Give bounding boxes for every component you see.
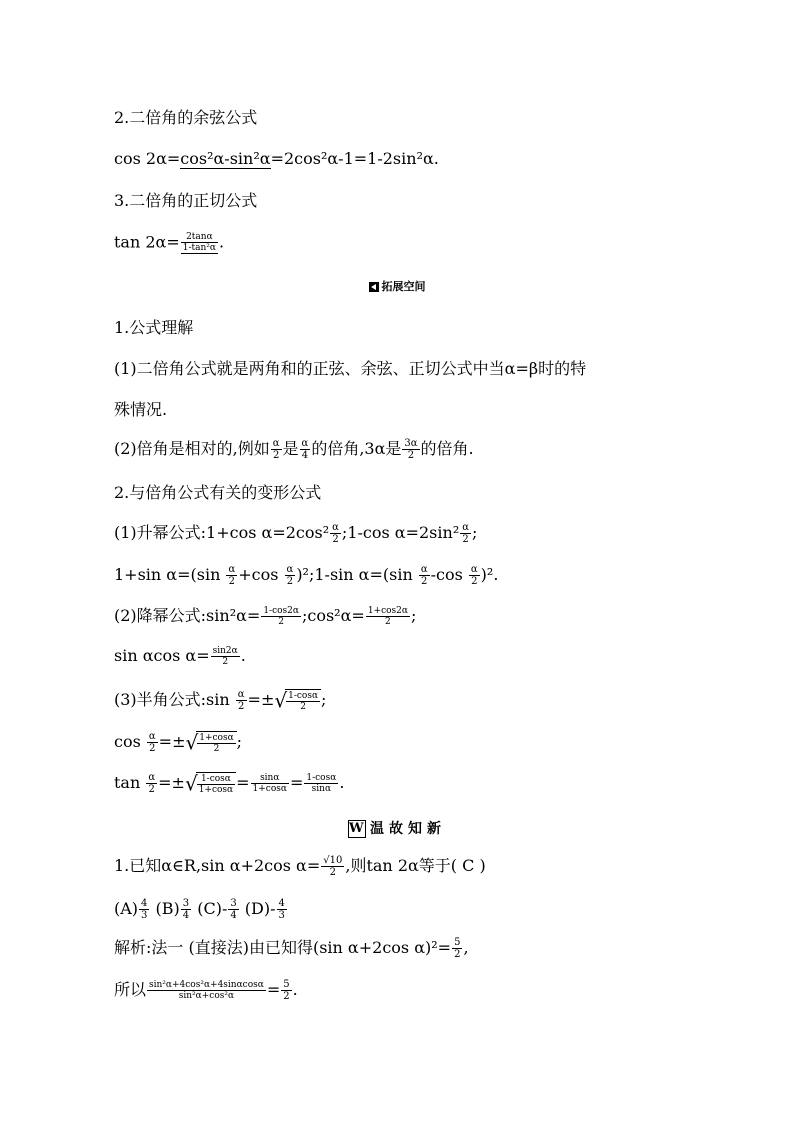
fraction: $\frac{4}{3}$ [278, 898, 285, 921]
p1-b: (2)倍角是相对的,例如 $\frac{\alpha}{2}$ 是 $\frac{\alpha}{4}$ 的倍角,3α是 $\frac{3\alpha}{2}$ 的倍角. [114, 438, 474, 461]
q1-options: (A) $\frac{4}{3}$ (B) $\frac{3}{4}$ (C)- $\frac{3}{4}$ (D)- $\frac{4}{3}$ [114, 898, 285, 921]
p2-line3: (2)降幂公式:sin²α= $\frac{1-\cos 2\alpha}{2}$ ;cos²α= $\frac{1+\cos 2\alpha}{2}$ ; [114, 606, 417, 627]
fraction: $\frac{\alpha}{2}$ [462, 522, 469, 545]
fraction: $\frac{\alpha}{2}$ [237, 689, 245, 712]
square-root: √ $\frac{1+\cos\alpha}{2}$ [185, 731, 236, 754]
cos-double-angle-formula: cos 2α=cos²α-sin²α=2cos²α-1=1-2sin²α. [114, 149, 439, 168]
fraction: $\frac{√10}{2}$ [323, 855, 343, 878]
fraction: $\frac{3\alpha}{2}$ [404, 438, 418, 461]
fraction: $\frac{\sin 2\alpha}{2}$ [212, 646, 238, 667]
fraction: $\frac{\alpha}{2}$ [272, 438, 280, 461]
section-3-title: 3.二倍角的正切公式 [114, 191, 258, 210]
square-root: √ $\frac{1-\cos\alpha}{1+\cos\alpha}$ [185, 772, 236, 795]
underlined-answer: cos²α-sin²α [180, 149, 271, 168]
fraction: $\frac{\alpha}{2}$ [332, 522, 339, 545]
section-2-title: 2.二倍角的余弦公式 [114, 108, 258, 127]
fraction: $\frac{\alpha}{2}$ [148, 772, 156, 795]
p2-line4: sin αcos α= $\frac{\sin 2\alpha}{2}$ . [114, 646, 246, 667]
tan-double-angle-formula: tan 2α= $\frac{2\tan\alpha}{\text{1-tan²α}}$ . [114, 232, 225, 253]
p2-line2: 1+sin α=(sin $\frac{\alpha}{2}$ +cos $\frac{\alpha}{2}$ )²;1-sin α=(sin $\frac{\alpha}{2}$ -cos $\frac{\alpha}{2}$ )². [114, 564, 499, 587]
p1-title: 1.公式理解 [114, 318, 194, 337]
fraction: $\frac{\text{sin²α+4cos²α+4sinαcosα}}{\text{sin²α+cos²α}}$ [149, 980, 264, 1001]
fraction: $\frac{4}{3}$ [141, 898, 148, 921]
fraction: $\frac{\alpha}{2}$ [148, 731, 156, 754]
fraction: $\frac{\alpha}{4}$ [301, 438, 309, 461]
p2-line7: tan $\frac{\alpha}{2}$ =±√ $\frac{1-\cos\alpha}{1+\cos\alpha}$ = $\frac{\sin\alpha}{1+\cos\alpha}$ = $\frac{1-\cos\alpha}{\sin\alpha}$ . [114, 771, 345, 796]
w-badge-icon: W [349, 821, 369, 836]
fraction: $\frac{\alpha}{2}$ [286, 564, 294, 587]
fraction: $\frac{1-\cos 2\alpha}{2}$ [263, 606, 299, 627]
review-header: W 温故知新 [349, 821, 446, 837]
q1-stem: 1.已知α∈R,sin α+2cos α= $\frac{√10}{2}$ ,则tan 2α等于( C ) [114, 855, 486, 878]
fraction: $\frac{1-\cos\alpha}{\sin\alpha}$ [306, 773, 337, 794]
square-root: √ $\frac{1-\cos\alpha}{2}$ [274, 689, 321, 712]
fraction: $\frac{3}{4}$ [230, 898, 237, 921]
fraction: $\frac{5}{2}$ [283, 979, 290, 1002]
fraction: $\frac{3}{4}$ [182, 898, 190, 921]
expand-header: 拓展空间 [0, 277, 794, 297]
fraction: $\frac{1+\cos 2\alpha}{2}$ [367, 606, 408, 627]
fraction: $\frac{\alpha}{2}$ [420, 564, 428, 587]
p1-a2: 殊情况. [114, 400, 168, 419]
p2-line6: cos $\frac{\alpha}{2}$ =±√ $\frac{1+\cos\alpha}{2}$ ; [114, 730, 243, 755]
q1-solution-1: 解析:法一 (直接法)由已知得(sin α+2cos α)²= $\frac{5}{2}$ , [114, 937, 469, 960]
fraction: $\frac{\alpha}{2}$ [470, 564, 478, 587]
p2-line5: (3)半角公式:sin $\frac{\alpha}{2}$ =±√ $\frac{1-\cos\alpha}{2}$ ; [114, 688, 327, 713]
p2-line1: (1)升幂公式:1+cos α=2cos² $\frac{\alpha}{2}$ ;1-cos α=2sin² $\frac{\alpha}{2}$ ; [114, 522, 478, 545]
speaker-icon [369, 282, 379, 292]
fraction: $\frac{\alpha}{2}$ [228, 564, 236, 587]
p2-title: 2.与倍角公式有关的变形公式 [114, 483, 322, 502]
fraction: $\frac{\sin\alpha}{1+\cos\alpha}$ [252, 773, 287, 794]
p1-a1: (1)二倍角公式就是两角和的正弦、余弦、正切公式中当α=β时的特 [114, 359, 587, 378]
fraction: $\frac{2\tan\alpha}{\text{1-tan²α}}$ [182, 232, 216, 253]
fraction: $\frac{5}{2}$ [454, 937, 461, 960]
q1-solution-2: 所以 $\frac{\text{sin²α+4cos²α+4sinαcosα}}{\text{sin²α+cos²α}}$ = $\frac{5}{2}$ . [114, 979, 298, 1002]
